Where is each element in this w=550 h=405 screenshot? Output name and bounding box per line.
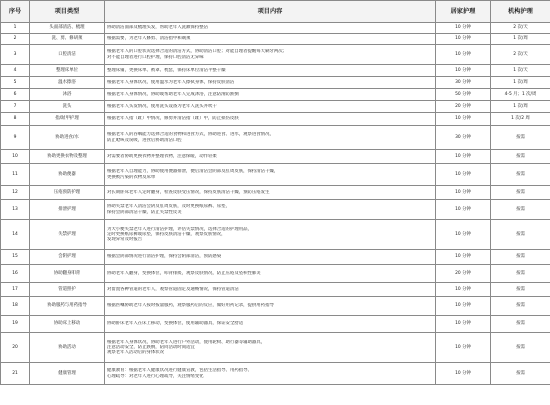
- content-line: 对留置各种管道的老年人，观察管道固定及通畅情况，保持管道清洁: [107, 286, 239, 292]
- cell-content: [105, 333, 436, 363]
- cell-home-care: 30 分钟: [436, 77, 491, 89]
- cell-home-care: 10 分钟: [436, 150, 491, 164]
- cell-institution-care: 按需: [491, 265, 550, 283]
- cell-content: [105, 297, 436, 316]
- content-line: 根据老年人身体状况，使用温水为老年人擦拭身体，保持皮肤清洁: [107, 79, 235, 85]
- table-header-row: [1, 1, 550, 23]
- content-line: 为大小便失禁老年人进行清洁护理，评估失禁情况，选择合适的护理用品，: [107, 226, 252, 232]
- cell-seq: 16: [1, 265, 30, 283]
- cell-seq: 13: [1, 200, 30, 220]
- cell-institution-care: 2 次/天: [491, 45, 550, 65]
- table-row: [1, 265, 550, 283]
- header-home-care: 居家护理: [436, 1, 491, 23]
- cell-content: [105, 65, 436, 77]
- table-row: [1, 101, 550, 113]
- cell-content: [105, 250, 436, 265]
- cell-institution-care: 按需: [491, 363, 550, 385]
- cell-institution-care: 按需: [491, 333, 550, 363]
- table-row: [1, 200, 550, 220]
- cell-content: [105, 200, 436, 220]
- content-line: 根据会阴部情况进行清洁护理，保持会阴部清洁，预防感染: [107, 254, 222, 260]
- cell-home-care: 30 分钟: [436, 126, 491, 150]
- cell-home-care: 10 分钟: [436, 186, 491, 200]
- cell-type: 洗、剪、修胡须: [30, 34, 105, 45]
- cell-type: 排泄护理: [30, 200, 105, 220]
- cell-institution-care: 按需: [491, 164, 550, 186]
- cell-home-care: 10 分钟: [436, 333, 491, 363]
- cell-content: [105, 164, 436, 186]
- table-row: [1, 65, 550, 77]
- cell-type: 整理床单位: [30, 65, 105, 77]
- cell-home-care: 20 分钟: [436, 101, 491, 113]
- content-line: 根据医嘱协助老年人按时按量服药，观察服药后的反应，做好用药记录，提供用药指导: [107, 303, 274, 309]
- cell-home-care: 10 分钟: [436, 200, 491, 220]
- cell-content: [105, 220, 436, 250]
- cell-seq: 1: [1, 23, 30, 34]
- content-line: 心理疏导：对老年人进行心理疏导，关注情绪变化: [107, 373, 204, 379]
- cell-home-care: 10 分钟: [436, 113, 491, 126]
- content-line: 根据老年人身体情况，协助或帮助老年人完成沐浴，注意防滑防跌倒: [107, 91, 239, 97]
- cell-type: 失禁护理: [30, 220, 105, 250]
- cell-content: [105, 101, 436, 113]
- cell-institution-care: 1 次/周: [491, 77, 550, 89]
- cell-institution-care: 按需: [491, 186, 550, 200]
- cell-type: 协助便器: [30, 164, 105, 186]
- cell-institution-care: 1 次/天: [491, 65, 550, 77]
- content-line: 协助清洁面部及梳理头发，帮助老年人洗漱保持整洁: [107, 25, 208, 31]
- cell-seq: 21: [1, 363, 30, 385]
- cell-home-care: 10 分钟: [436, 316, 491, 333]
- cell-seq: 19: [1, 316, 30, 333]
- table-row: [1, 250, 550, 265]
- cell-seq: 20: [1, 333, 30, 363]
- table-row: [1, 316, 550, 333]
- cell-type: 温水擦浴: [30, 77, 105, 89]
- header-type: 项目类型: [30, 1, 105, 23]
- cell-home-care: 10 分钟: [436, 65, 491, 77]
- table-row: [1, 23, 550, 34]
- cell-content: [105, 363, 436, 385]
- cell-seq: 15: [1, 250, 30, 265]
- table-row: [1, 113, 550, 126]
- cell-type: 协助进食/水: [30, 126, 105, 150]
- cell-seq: 10: [1, 150, 30, 164]
- table-row: [1, 77, 550, 89]
- cell-home-care: 10 分钟: [436, 250, 491, 265]
- cell-type: 指/趾甲护理: [30, 113, 105, 126]
- cell-home-care: 10 分钟: [436, 45, 491, 65]
- cell-content: [105, 150, 436, 164]
- header-content: 项目内容: [105, 1, 436, 23]
- cell-seq: 8: [1, 113, 30, 126]
- content-line: 整理床铺，更换床单、被罩、枕套，保持床单位清洁平整干燥: [107, 67, 226, 73]
- cell-content: [105, 113, 436, 126]
- cell-institution-care: 按需: [491, 150, 550, 164]
- table-row: [1, 363, 550, 385]
- cell-home-care: 20 分钟: [436, 265, 491, 283]
- content-line: 根据老年人自理能力，协助使用便器排泄，便后清洁会阴部及肛周皮肤，保持清洁干燥，: [107, 169, 279, 175]
- cell-content: [105, 283, 436, 297]
- cell-type: 沐浴: [30, 89, 105, 101]
- cell-institution-care: 1 次/周: [491, 101, 550, 113]
- cell-seq: 14: [1, 220, 30, 250]
- cell-institution-care: 按需: [491, 283, 550, 297]
- cell-seq: 3: [1, 45, 30, 65]
- cell-seq: 9: [1, 126, 30, 150]
- cell-seq: 17: [1, 283, 30, 297]
- content-line: 对长期卧床老年人定时翻身，检查皮肤受压情况，保持皮肤清洁干燥，预防压疮发生: [107, 189, 270, 195]
- cell-institution-care: 按需: [491, 316, 550, 333]
- cell-type: 健康管理: [30, 363, 105, 385]
- cell-home-care: 50 分钟: [436, 89, 491, 101]
- cell-seq: 5: [1, 77, 30, 89]
- cell-content: [105, 23, 436, 34]
- cell-seq: 12: [1, 186, 30, 200]
- cell-type: 口腔清洁: [30, 45, 105, 65]
- table-row: [1, 333, 550, 363]
- content-line: 发现异常及时报告: [107, 237, 143, 243]
- cell-institution-care: 按需: [491, 250, 550, 265]
- table-row: [1, 164, 550, 186]
- content-line: 保持会阴部清洁干燥，防止失禁性皮炎: [107, 209, 182, 215]
- cell-seq: 11: [1, 164, 30, 186]
- cell-home-care: 10 分钟: [436, 283, 491, 297]
- content-line: 注意活动安全，防止跌倒，陪同活动时间适宜: [107, 344, 195, 350]
- cell-seq: 6: [1, 89, 30, 101]
- cell-institution-care: 2 次/天: [491, 23, 550, 34]
- cell-content: [105, 126, 436, 150]
- cell-home-care: 10 分钟: [436, 363, 491, 385]
- cell-type: 协助翻身叩背: [30, 265, 105, 283]
- cell-content: [105, 186, 436, 200]
- content-line: 协助卧床老年人在床上移动，变换体位，使用辅助器具，保证安全舒适: [107, 321, 244, 327]
- content-line: 根据需要，为老年人修剪、清洁指甲和剃须: [107, 36, 191, 42]
- cell-home-care: 10 分钟: [436, 164, 491, 186]
- cell-type: 协助更换衣物及整理: [30, 150, 105, 164]
- content-line: 对不能自理者进行口腔护理，保持口腔清洁无异味: [107, 54, 204, 60]
- cell-seq: 7: [1, 101, 30, 113]
- content-line: 根据老年人身体状况，协助老年人进行户外活动，使用轮椅、助行器等辅助器具，: [107, 339, 266, 345]
- content-line: 根据老年人指（趾）甲情况，修剪并清洁指（趾）甲，防止损伤皮肤: [107, 116, 239, 122]
- content-line: 观察老年人活动后的身体状况: [107, 350, 165, 356]
- table-row: [1, 186, 550, 200]
- table-body: [1, 23, 550, 385]
- content-line: 根据老年人的口腔状况选择合适的清洁方式，协助清洁口腔；对能自理者提醒每天刷牙两次；: [107, 49, 288, 55]
- cell-institution-care: 1 次/2 周: [491, 113, 550, 126]
- cell-type: 压疮预防护理: [30, 186, 105, 200]
- header-institution-care: 机构护理: [491, 1, 550, 23]
- cell-home-care: 10 分钟: [436, 34, 491, 45]
- cell-home-care: 10 分钟: [436, 23, 491, 34]
- table-row: [1, 283, 550, 297]
- cell-type: 会阴护理: [30, 250, 105, 265]
- table-row: [1, 220, 550, 250]
- content-line: 健康教育：根据老年人健康状况进行健康宣教，包括生活指导、用药指导、: [107, 368, 252, 374]
- table-row: [1, 45, 550, 65]
- cell-content: [105, 316, 436, 333]
- cell-institution-care: 1 次/周: [491, 34, 550, 45]
- cell-type: 协助服药与用药指导: [30, 297, 105, 316]
- cell-institution-care: 按需: [491, 126, 550, 150]
- cell-content: [105, 45, 436, 65]
- cell-seq: 18: [1, 297, 30, 316]
- content-line: 防止呛咳及误吸，进食后协助清洁口腔: [107, 137, 182, 143]
- cell-content: [105, 265, 436, 283]
- content-line: 根据老年人头发情况，使用洗头设备为老年人洗头并吹干: [107, 103, 217, 109]
- cell-institution-care: 4-5 月；1 次/周: [491, 89, 550, 101]
- table-row: [1, 89, 550, 101]
- content-line: 根据老年人的吞咽能力选择合适的食物和进食方式，协助进食、进水，观察进食情况，: [107, 132, 274, 138]
- cell-institution-care: 按需: [491, 220, 550, 250]
- content-line: 更换被污染的衣物及床单: [107, 174, 156, 180]
- table-row: [1, 150, 550, 164]
- content-line: 对需要者协助更换衣物并整理衣物，注意保暖，动作轻柔: [107, 153, 217, 159]
- cell-content: [105, 89, 436, 101]
- table-row: [1, 126, 550, 150]
- cell-institution-care: 按需: [491, 200, 550, 220]
- cell-type: 协助活动: [30, 333, 105, 363]
- table-row: [1, 297, 550, 316]
- header-seq: 序号: [1, 1, 30, 23]
- content-line: 协助老年人翻身，变换体位，叩背排痰，观察皮肤情况，防止压疮及坠积性肺炎: [107, 270, 261, 276]
- table-row: [1, 34, 550, 45]
- content-line: 协助失禁老年人清洁会阴及肛周皮肤，及时更换纸尿裤、尿垫，: [107, 204, 230, 210]
- cell-home-care: 10 分钟: [436, 220, 491, 250]
- cell-type: 协助床上移动: [30, 316, 105, 333]
- cell-type: 管道照护: [30, 283, 105, 297]
- cell-content: [105, 34, 436, 45]
- cell-type: 洗头: [30, 101, 105, 113]
- cell-seq: 4: [1, 65, 30, 77]
- cell-type: 头面部清洁、梳理: [30, 23, 105, 34]
- content-line: 定时更换纸尿裤或尿垫，保持皮肤清洁干燥，观察皮肤情况，: [107, 231, 226, 237]
- cell-content: [105, 77, 436, 89]
- cell-seq: 2: [1, 34, 30, 45]
- cell-institution-care: 按需: [491, 297, 550, 316]
- cell-home-care: 10 分钟: [436, 297, 491, 316]
